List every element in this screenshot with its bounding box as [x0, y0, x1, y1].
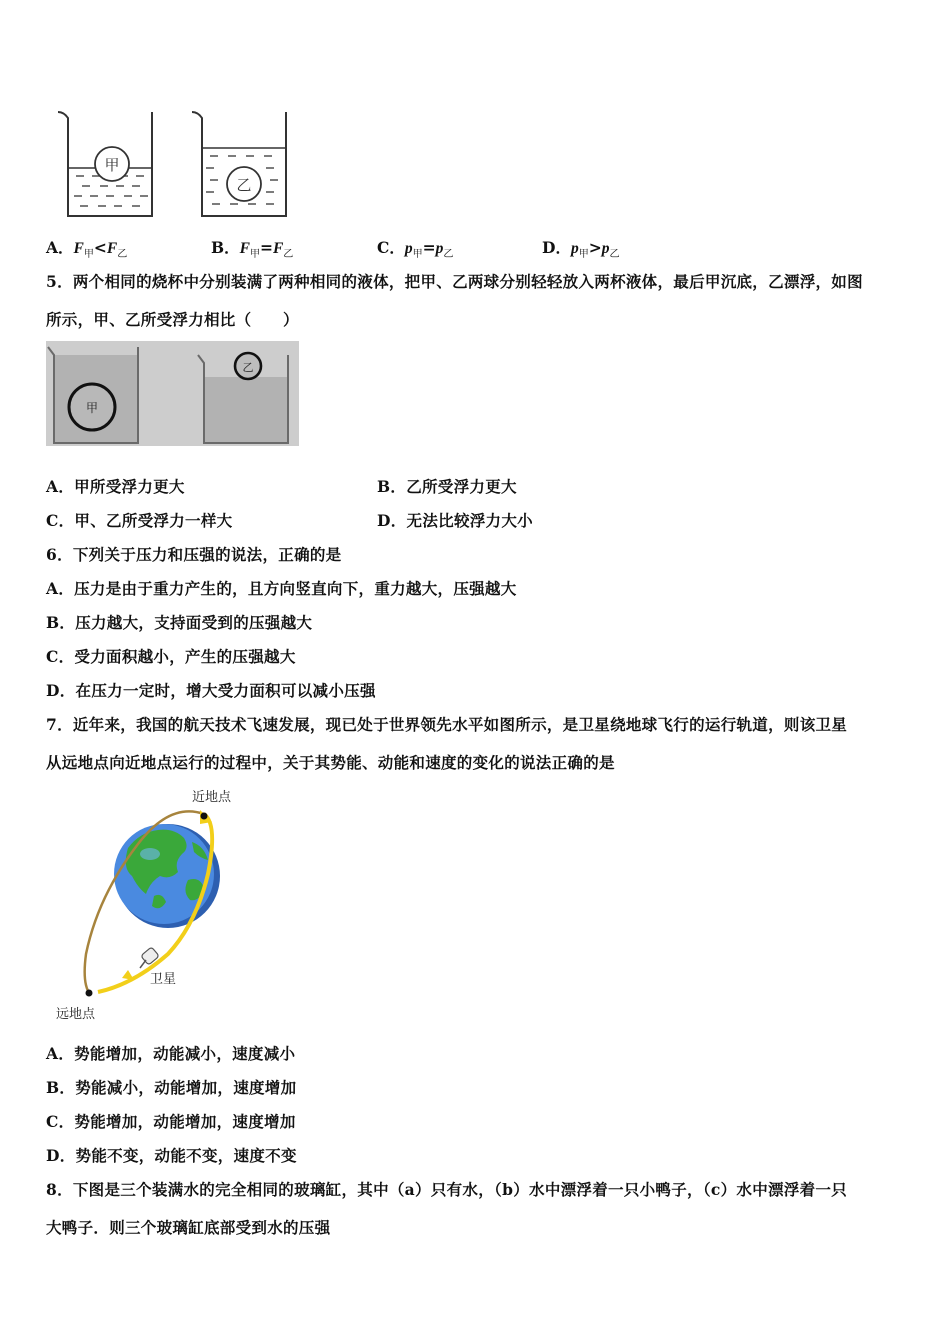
q6-option-c[interactable]: C．受力面积越小，产生的压强越大 — [46, 647, 296, 666]
q5-photo-figure — [46, 341, 299, 446]
q6-option-b[interactable]: B．压力越大，支持面受到的压强越大 — [46, 613, 313, 632]
q4-option-c[interactable]: C．$p_甲=p_乙$ — [377, 238, 454, 261]
q7-stem-line2: 从远地点向近地点运行的过程中，关于其势能、动能和速度的变化的说法正确的是 — [46, 753, 615, 772]
q5-stem-line2: 所示，甲、乙所受浮力相比（ ） — [46, 310, 299, 329]
q8-stem-line1: 8．下图是三个装满水的完全相同的玻璃缸，其中（a）只有水，（b）水中漂浮着一只小鸭子，（c）水中漂浮着一只 — [46, 1180, 848, 1199]
label-apogee: 远地点 — [56, 1007, 96, 1022]
q7-stem-line1: 7．近年来，我国的航天技术飞速发展，现已处于世界领先水平如图所示，是卫星绕地球飞行的运行轨道，则该卫星 — [46, 715, 848, 734]
q5-option-c[interactable]: C．甲、乙所受浮力一样大 — [46, 511, 233, 530]
q4-option-d[interactable]: D．$p_甲>p_乙$ — [542, 238, 620, 261]
earth-image — [114, 824, 220, 928]
q5-option-b[interactable]: B．乙所受浮力更大 — [377, 477, 517, 496]
q5-stem-line1: 5．两个相同的烧杯中分别装满了两种相同的液体，把甲、乙两球分别轻轻放入两杯液体，最后甲沉底，乙漂浮，如图 — [46, 272, 863, 291]
apogee-point — [86, 990, 93, 997]
q4-option-b[interactable]: B．$F_甲=F_乙$ — [211, 238, 294, 261]
label-satellite: 卫星 — [150, 972, 177, 987]
perigee-point — [201, 813, 208, 820]
q7-option-c[interactable]: C．势能增加，动能增加，速度增加 — [46, 1112, 296, 1131]
q8-stem-line2: 大鸭子．则三个玻璃缸底部受到水的压强 — [46, 1218, 331, 1237]
q6-stem: 6．下列关于压力和压强的说法，正确的是 — [46, 545, 342, 564]
orbit-figure — [50, 784, 260, 1028]
q6-option-d[interactable]: D．在压力一定时，增大受力面积可以减小压强 — [46, 681, 376, 700]
beaker-right — [192, 112, 286, 216]
q5-option-a[interactable]: A．甲所受浮力更大 — [46, 477, 185, 496]
q7-option-a[interactable]: A．势能增加，动能减小，速度减小 — [46, 1044, 296, 1063]
q6-option-a[interactable]: A．压力是由于重力产生的，且方向竖直向下，重力越大，压强越大 — [46, 579, 517, 598]
q7-option-d[interactable]: D．势能不变，动能不变，速度不变 — [46, 1146, 297, 1165]
q7-option-b[interactable]: B．势能减小，动能增加，速度增加 — [46, 1078, 297, 1097]
beaker-left-label: 甲 — [104, 156, 120, 174]
q4-option-a[interactable]: A．$F_甲<F_乙$ — [46, 238, 128, 261]
label-perigee: 近地点 — [192, 790, 232, 805]
q5-option-d[interactable]: D．无法比较浮力大小 — [377, 511, 533, 530]
q5-ball-right-label: 乙 — [242, 361, 254, 374]
q5-ball-left-label: 甲 — [85, 401, 99, 415]
beaker-left — [58, 112, 152, 216]
beakers-figure — [44, 104, 300, 222]
beaker-right-label: 乙 — [236, 176, 252, 194]
